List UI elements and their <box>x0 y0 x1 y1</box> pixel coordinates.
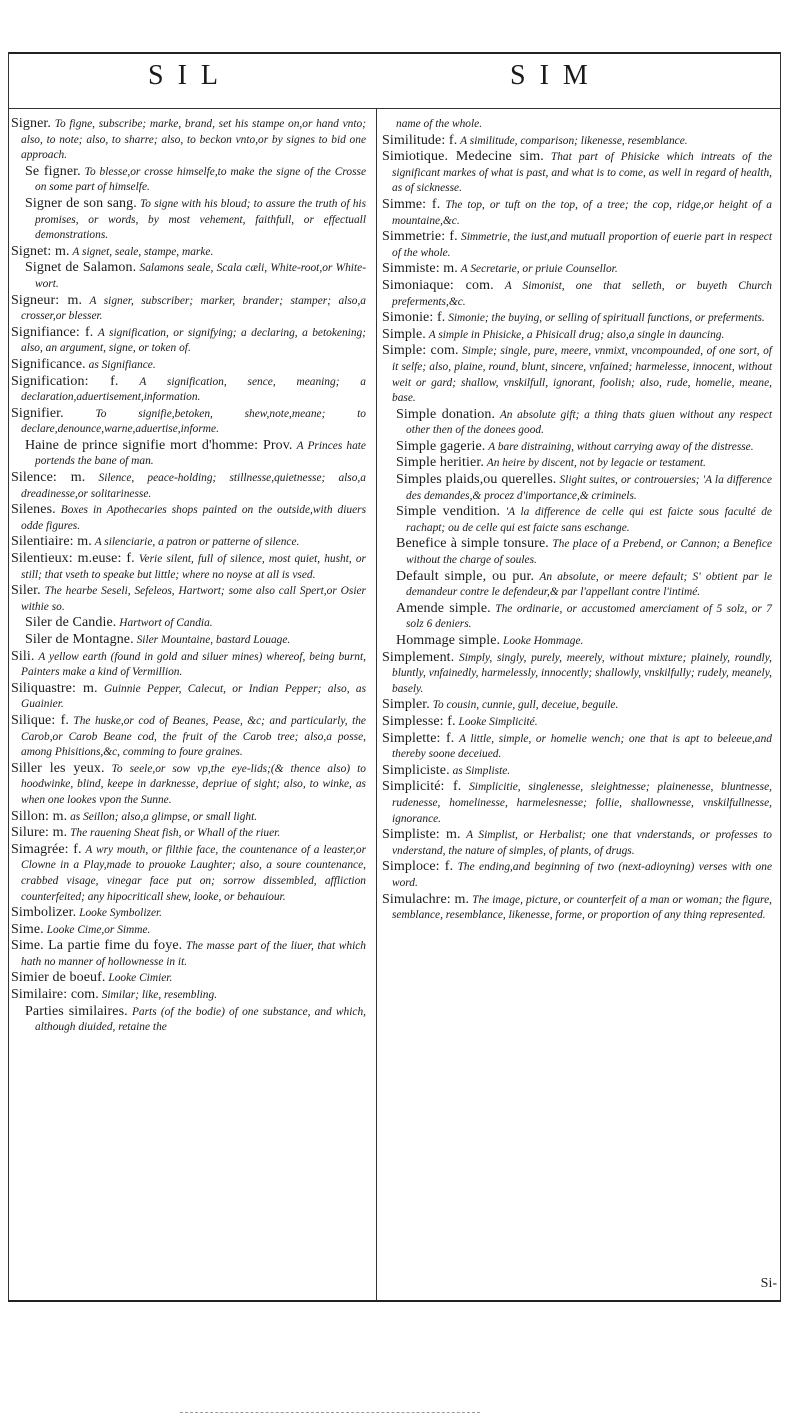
entry-definition: The ordinarie, or accustomed amerciament of 5 solz, or 7 solz 6 deniers. <box>406 602 772 631</box>
dictionary-entry <box>25 196 366 244</box>
dictionary-entry <box>11 293 366 325</box>
dictionary-entry <box>382 197 772 229</box>
dictionary-entry <box>11 649 366 681</box>
entry-headword: Silentiaire: m. <box>11 534 92 550</box>
entry-headword: Signification: f. <box>11 373 119 389</box>
entry-headword: Simpliciste. <box>382 762 450 778</box>
entry-definition: To cousin, cunnie, gull, deceiue, beguile. <box>432 699 619 712</box>
entry-definition: A silenciarie, a patron or patterne of silence. <box>94 536 300 549</box>
page-edge-mark <box>180 1412 480 1413</box>
dictionary-entry <box>25 615 366 632</box>
entry-headword: Simploce: f. <box>382 859 454 875</box>
entry-headword: Siler de Candie. <box>25 615 117 631</box>
entry-definition: as Seillon; also,a glimpse, or small light. <box>70 810 258 823</box>
catchword: Si- <box>760 1276 777 1291</box>
entry-headword: Siler de Montagne. <box>25 632 134 647</box>
entry-headword: Simier de boeuf. <box>11 970 106 986</box>
entry-headword: Simonie: f. <box>382 310 446 326</box>
entry-headword: Similaire: com. <box>11 987 99 1003</box>
dictionary-entry <box>11 681 366 713</box>
dictionary-entry <box>396 601 772 633</box>
dictionary-entry <box>382 343 772 406</box>
entry-headword: Siller les yeux. <box>11 760 105 776</box>
running-head-right: SIM <box>510 60 602 91</box>
dictionary-entry <box>11 987 366 1004</box>
dictionary-entry <box>25 632 366 649</box>
entry-definition: To signifie,betoken, shew,note,meane; to declare,denounce,warne,aduertise,informe. <box>21 407 366 436</box>
entry-headword: Simple: com. <box>382 343 459 359</box>
entry-definition: Hartwort of Candia. <box>119 617 213 630</box>
entry-definition: A simple in Phisicke, a Phisicall drug; also,a single in dauncing. <box>428 328 725 341</box>
dictionary-entry <box>11 938 366 970</box>
dictionary-entry <box>382 278 772 310</box>
dictionary-entry <box>382 697 772 714</box>
entry-headword: Simplement. <box>382 649 455 665</box>
dictionary-entry <box>11 374 366 406</box>
entry-definition: The masse part of the liuer, that which hath no manner of hollownesse in it. <box>21 940 366 968</box>
entry-headword: Simples plaids,ou querelles. <box>396 472 557 488</box>
top-rule <box>8 52 781 54</box>
dictionary-entry <box>11 713 366 761</box>
dictionary-entry <box>396 504 772 536</box>
entry-definition: Looke Cime,or Simme. <box>46 923 151 936</box>
dictionary-entry <box>396 569 772 601</box>
entry-definition: as Signifiance. <box>88 358 156 371</box>
dictionary-entry <box>11 406 366 438</box>
entry-definition: That part of Phisicke which intreats of the significant markes of what is past, and what is to come, as well in regard of health, as of sicknesse. <box>392 151 772 195</box>
entry-headword: Sime. <box>11 921 44 937</box>
entry-headword: Hommage simple. <box>396 633 501 648</box>
dictionary-entry <box>382 731 772 763</box>
entry-headword: Siler. <box>11 583 41 599</box>
entry-headword: Simme: f. <box>382 196 441 212</box>
left-rule <box>8 52 9 1300</box>
entry-headword: Sime. La partie fime du foye. <box>11 938 183 954</box>
column-divider <box>376 108 377 1300</box>
entry-headword: Siliquastre: m. <box>11 680 98 696</box>
entry-definition: The hearbe Seseli, Sefeleos, Hartwort; some also call Spert,or Osier withie so. <box>21 585 366 613</box>
dictionary-entry <box>11 534 366 551</box>
left-column <box>11 116 366 1036</box>
right-column <box>382 116 772 924</box>
entry-definition: Silence, peace-holding; stillnesse,quietnesse; also,a dreadinesse,or solitarinesse. <box>21 472 366 500</box>
entry-definition: name of the whole. <box>396 118 483 130</box>
dictionary-entry <box>11 825 366 842</box>
entry-definition: A Secretarie, or priuie Counsellor. <box>460 263 618 276</box>
entry-headword: Signer. <box>11 116 51 131</box>
entry-headword: Simplette: f. <box>382 730 455 746</box>
entry-headword: Simiotique. Medecine sim. <box>382 149 544 165</box>
dictionary-entry <box>11 922 366 939</box>
entry-headword: Simple vendition. <box>396 504 501 520</box>
entry-definition: A wry mouth, or filthie face, the countenance of a leaster,or Clowne in a Play,made to prouoke Laughter; also, a soure countenance, crabbed visage, vinegar face put on; sorrow dissembled, affliction counterfeited; any hipocriticall shew, looke, or behauiour. <box>21 843 367 903</box>
entry-definition: Simplicitie, singlenesse, sleightnesse; plainenesse, bluntnesse, rudenesse, homelinesse, harmelesnesse; follie, shallownesse, vnskilfullnesse, ignorance. <box>392 781 772 825</box>
entry-headword: Silentieux: m.euse: f. <box>11 551 135 567</box>
entry-definition: An absolute gift; a thing thats giuen without any respect other then of the donees good. <box>406 408 772 437</box>
entry-definition: Simply, singly, purely, meerely, without mixture; plainely, roundly, bluntly, vnfainedly, harmelessly, innocently; shallowly, vnskilfully; rudely, meanely, basely. <box>392 651 772 695</box>
dictionary-entry <box>11 502 366 534</box>
bottom-rule <box>8 1300 781 1302</box>
entry-definition: A signer, subscriber; marker, brander; stamper; also,a crosser,or blesser. <box>21 294 366 323</box>
entry-definition: To signe with his bloud; to assure the truth of his promises, or words, by most vehement, faithfull, or effectuall demonstrations. <box>35 197 367 242</box>
entry-headword: Simpler. <box>382 697 430 713</box>
entry-headword: Simple heritier. <box>396 455 484 471</box>
entry-definition: A similitude, comparison; likenesse, resemblance. <box>460 134 688 147</box>
entry-definition: The place of a Prebend, or Cannon; a Benefice without the charge of soules. <box>406 538 772 567</box>
dictionary-entry <box>382 133 772 150</box>
entry-definition: A yellow earth (found in gold and siluer mines) whereof, being burnt, Painters make a kind of Vermillion. <box>21 650 366 679</box>
entry-headword: Simmetrie: f. <box>382 229 458 245</box>
dictionary-entry <box>11 325 366 357</box>
entry-definition: To figne, subscribe; marke, brand, set his stampe on,or hand vnto; also, to note; also, to sharre; also, to beckon vnto,or by signes to bid one approach. <box>21 118 366 162</box>
entry-headword: Sili. <box>11 648 35 664</box>
dictionary-entry <box>11 470 366 502</box>
right-rule <box>780 52 781 1300</box>
dictionary-entry <box>382 714 772 731</box>
entry-headword: Simplicité: f. <box>382 779 462 795</box>
entry-headword: Haine de prince signifie mort d'homme: Prov. <box>25 437 293 453</box>
entry-headword: Signifiance: f. <box>11 324 94 340</box>
entry-headword: Silence: m. <box>11 470 86 486</box>
entry-headword: Benefice à simple tonsure. <box>396 536 549 552</box>
entry-headword: Silique: f. <box>11 712 69 728</box>
entry-headword: Silure: m. <box>11 825 68 841</box>
entry-headword: Parties similaires. <box>25 1003 128 1019</box>
entry-definition: The huske,or cod of Beanes, Pease, &c; and particularly, the Carob,or Carob Beane cod, the fruit of the Carob tree; also,a posse, among Phisitions,&c, comming to foure graines. <box>21 714 366 759</box>
dictionary-entry <box>382 892 772 924</box>
entry-definition: Looke Simplicité. <box>458 715 538 728</box>
dictionary-entry <box>382 763 772 780</box>
dictionary-entry <box>396 116 772 133</box>
entry-headword: Simplesse: f. <box>382 713 456 729</box>
entry-headword: Similitude: f. <box>382 132 458 148</box>
entry-headword: Simple. <box>382 326 426 342</box>
entry-definition: Looke Hommage. <box>503 635 584 647</box>
entry-definition: as Simpliste. <box>452 764 511 777</box>
dictionary-entry <box>382 261 772 278</box>
entry-definition: A Princes hate portends the bane of man. <box>35 439 366 468</box>
entry-definition: To blesse,or crosse himselfe,to make the signe of the Crosse on some part of himselfe. <box>35 165 366 194</box>
entry-definition: Guinnie Pepper, Calecut, or Indian Pepper; also, as Guainier. <box>21 682 366 711</box>
dictionary-entry <box>396 407 772 439</box>
dictionary-entry <box>396 439 772 456</box>
entry-definition: Slight suites, or controuersies; 'A la difference des demandes,& procez d'importance,& criminels. <box>406 474 772 502</box>
dictionary-entry <box>382 827 772 859</box>
entry-headword: Amende simple. <box>396 600 491 616</box>
entry-headword: Signet: m. <box>11 243 70 259</box>
entry-definition: A Simonist, one that selleth, or buyeth Church preferments,&c. <box>392 279 772 308</box>
entry-headword: Simple donation. <box>396 406 496 422</box>
dictionary-entry <box>396 455 772 472</box>
entry-definition: The top, or tuft on the top, of a tree; the cop, ridge,or height of a mountaine,&c. <box>392 198 772 227</box>
dictionary-entry <box>396 536 772 568</box>
entry-definition: Looke Symbolizer. <box>79 907 163 920</box>
entry-headword: Simbolizer. <box>11 905 77 921</box>
entry-headword: Simagrée: f. <box>11 841 82 857</box>
entry-definition: The rauening Sheat fish, or Whall of the riuer. <box>70 827 281 840</box>
entry-definition: An absolute, or meere default; S' obtient par le demandeur contre le defendeur,& par l'appellant contre l'intimé. <box>406 570 773 599</box>
header-rule <box>8 108 781 109</box>
entry-headword: Simoniaque: com. <box>382 277 494 293</box>
entry-definition: Looke Cimier. <box>108 972 173 985</box>
dictionary-entry <box>382 229 772 261</box>
entry-headword: Se figner. <box>25 163 81 179</box>
entry-definition: A signification, or signifying; a declaring, a betokening; also, an argument, signe, or token of. <box>21 326 366 355</box>
entry-headword: Significance. <box>11 356 86 372</box>
entry-definition: The image, picture, or counterfeit of a man or woman; the figure, semblance, resemblance, likenesse, forme, or proportion of any thing represented. <box>392 893 772 922</box>
dictionary-entry <box>11 116 366 164</box>
dictionary-entry <box>11 970 366 987</box>
entry-headword: Default simple, ou pur. <box>396 568 535 584</box>
entry-definition: A Simplist, or Herbalist; one that vnderstands, or professes to vnderstand, the nature of simples, of plants, of drugs. <box>392 829 772 857</box>
entry-definition: Verie silent, full of silence, most quiet, husht, or still; that vseth to speake but little; where no noyse at all is vsed. <box>21 553 366 581</box>
dictionary-entry <box>11 357 366 374</box>
entry-headword: Simmiste: m. <box>382 261 458 277</box>
entry-headword: Simple gagerie. <box>396 438 486 454</box>
entry-definition: Simple; single, pure, meere, vnmixt, vncompounded, of one sort, of it selfe; also, plaine, round, blunt, sincere, vnfained; harmelesse, innocent, without weit or gard; shallow, vnskilfull, ignorant, foolish; also, rude, homelie, meane, base. <box>392 345 772 405</box>
entry-definition: An heire by discent, not by legacie or testament. <box>486 457 706 470</box>
dictionary-entry <box>382 310 772 327</box>
dictionary-entry <box>396 472 772 504</box>
entry-headword: Signet de Salamon. <box>25 260 137 276</box>
running-head-left: SIL <box>148 60 232 91</box>
entry-definition: Parts (of the bodie) of one substance, and which, although diuided, retaine the <box>35 1005 366 1034</box>
dictionary-entry <box>11 244 366 261</box>
dictionary-entry <box>11 551 366 583</box>
entry-headword: Sillon: m. <box>11 808 68 824</box>
dictionary-entry <box>382 779 772 827</box>
entry-definition: Salamons seale, Scala cæli, White-root,or White-wort. <box>35 262 366 290</box>
entry-definition: A bare distraining, without carrying away of the distresse. <box>488 440 754 453</box>
dictionary-entry <box>25 260 366 292</box>
entry-definition: 'A la difference de celle qui est faicte sous faculté de rachapt; ou de celle qui est faicte sans eschange. <box>406 506 772 534</box>
entry-definition: To seele,or sow vp,the eye-lids;(& thence also) to hoodwinke, blind, keepe in darknesse, depriue of sight; also, to winke, as when one lookes vpon the Sunne. <box>21 762 366 806</box>
entry-headword: Signifier. <box>11 405 64 421</box>
dictionary-entry <box>382 327 772 344</box>
dictionary-entry <box>396 633 772 650</box>
dictionary-entry <box>382 149 772 197</box>
entry-headword: Signeur: m. <box>11 292 83 308</box>
dictionary-entry <box>11 842 366 905</box>
entry-definition: Boxes in Apothecaries shops painted on the outside,with diuers odde figures. <box>21 504 366 532</box>
entry-definition: Siler Mountaine, bastard Louage. <box>136 634 291 646</box>
dictionary-entry <box>11 905 366 922</box>
dictionary-entry <box>11 761 366 809</box>
entry-definition: Simonie; the buying, or selling of spirituall functions, or preferments. <box>448 312 765 325</box>
dictionary-entry <box>25 438 366 470</box>
dictionary-entry <box>11 583 366 615</box>
entry-definition: A little, simple, or homelie wench; one that is apt to beleeue,and thereby soone deceiued. <box>392 732 772 761</box>
entry-headword: Silenes. <box>11 502 56 518</box>
entry-definition: A signet, seale, stampe, marke. <box>72 245 214 258</box>
dictionary-entry <box>25 1004 366 1036</box>
entry-definition: The ending,and beginning of two (next-adioyning) verses with one word. <box>392 861 772 889</box>
entry-headword: Simulachre: m. <box>382 891 470 907</box>
dictionary-entry <box>382 650 772 698</box>
entry-definition: Similar; like, resembling. <box>101 989 218 1002</box>
entry-headword: Signer de son sang. <box>25 195 137 211</box>
entry-headword: Simpliste: m. <box>382 827 461 843</box>
dictionary-entry <box>382 859 772 891</box>
dictionary-entry <box>25 164 366 196</box>
entry-definition: A signification, sence, meaning; a declaration,aduertisement,information. <box>21 375 366 404</box>
entry-definition: Simmetrie, the iust,and mutuall proportion of euerie part in respect of the whole. <box>392 231 772 259</box>
dictionary-entry <box>11 809 366 826</box>
